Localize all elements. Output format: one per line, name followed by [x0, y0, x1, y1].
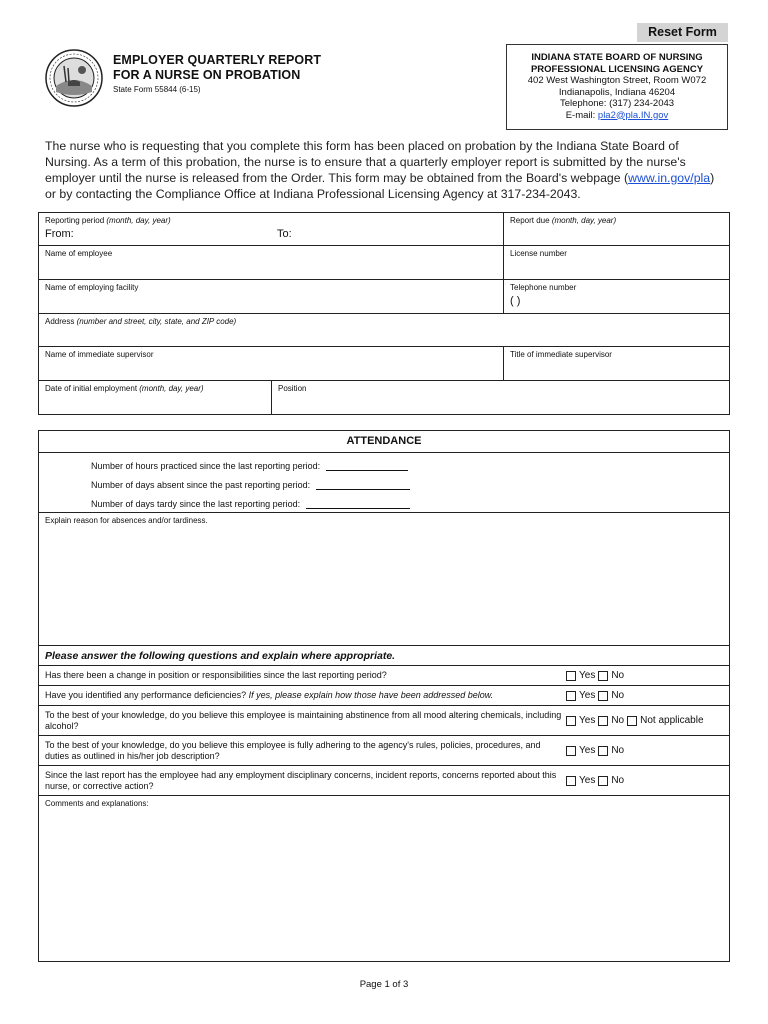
- q4-yes-option[interactable]: [566, 745, 595, 756]
- questions-heading: Please answer the following questions and explain where appropriate.: [39, 646, 729, 666]
- q3-yes-option[interactable]: [566, 715, 595, 726]
- q5-yes-option[interactable]: [566, 775, 595, 786]
- license-number-label: License number: [510, 249, 567, 258]
- supervisor-title-label: Title of immediate supervisor: [510, 350, 612, 359]
- q2-no-option[interactable]: [598, 690, 624, 701]
- position-label: Position: [278, 384, 307, 393]
- q3-not-applicable-checkbox[interactable]: [627, 716, 637, 726]
- intro-text-2: ) or by contacting the Compliance Office at Indiana Professional Licensing Agency at 317-234-2043.: [45, 171, 715, 201]
- agency-address2: Indianapolis, Indiana 46204: [558, 86, 676, 98]
- pla-webpage-link[interactable]: www.in.gov/pla: [628, 171, 711, 185]
- q1-no-option[interactable]: [598, 670, 624, 681]
- from-label: From:: [45, 228, 74, 240]
- days-absent-input[interactable]: [316, 481, 410, 490]
- q4-no-checkbox[interactable]: [598, 746, 608, 756]
- supervisor-name-label: Name of immediate supervisor: [45, 350, 154, 359]
- agency-board-name: INDIANA STATE BOARD OF NURSING: [531, 52, 703, 63]
- no-label: No: [611, 670, 625, 681]
- question-5-text: Since the last report has the employee had any employment disciplinary concerns, incident reports, concerns reported about this nurse, or corrective action?: [45, 769, 557, 791]
- initial-employment-label: Date of initial employment: [45, 384, 140, 393]
- address-label: Address: [45, 317, 77, 326]
- license-number-field[interactable]: [503, 246, 729, 279]
- supervisor-name-field[interactable]: [39, 347, 503, 380]
- employee-name-label: Name of employee: [45, 249, 113, 258]
- comments-label: Comments and explanations:: [45, 799, 149, 808]
- address-row: [39, 314, 729, 347]
- form-title-line1: EMPLOYER QUARTERLY REPORT: [113, 53, 322, 67]
- q3-not-applicable-option[interactable]: [627, 715, 703, 726]
- days-tardy-label: Number of days tardy since the last reporting period:: [91, 499, 301, 509]
- reporting-period-field[interactable]: [39, 213, 503, 245]
- no-label: No: [611, 690, 625, 701]
- phone-area-code-parens: ( ): [510, 295, 521, 307]
- supervisor-row: [39, 347, 729, 381]
- days-tardy-input[interactable]: [306, 500, 410, 509]
- absence-explanation-label: Explain reason for absences and/or tardiness.: [45, 516, 208, 525]
- employee-info-table: [38, 212, 730, 415]
- attendance-heading: ATTENDANCE: [39, 431, 729, 453]
- employee-name-field[interactable]: [39, 246, 503, 279]
- q5-yes-checkbox[interactable]: [566, 776, 576, 786]
- intro-paragraph: [45, 138, 725, 202]
- question-4-text: To the best of your knowledge, do you believe this employee is fully adhering to the agency's rules, policies, procedures, and duties as outlined in his/her job description?: [45, 739, 541, 761]
- yes-label: Yes: [579, 775, 596, 786]
- page-number: Page 1 of 3: [359, 979, 409, 990]
- attendance-counts: [39, 453, 729, 513]
- employee-row: [39, 246, 729, 280]
- yes-label: Yes: [579, 670, 596, 681]
- reset-form-button[interactable]: Reset Form: [637, 23, 728, 42]
- days-tardy-line: [91, 499, 410, 509]
- hours-practiced-input[interactable]: [326, 462, 408, 471]
- question-row: [39, 686, 729, 706]
- agency-email-link[interactable]: pla2@pla.IN.gov: [597, 109, 669, 121]
- report-due-field[interactable]: [503, 213, 729, 245]
- initial-employment-hint: (month, day, year): [139, 384, 204, 393]
- agency-name: PROFESSIONAL LICENSING AGENCY: [530, 63, 704, 75]
- indiana-state-seal-icon: [44, 48, 104, 108]
- facility-name-field[interactable]: [39, 280, 503, 313]
- q1-yes-option[interactable]: [566, 670, 595, 681]
- facility-name-label: Name of employing facility: [45, 283, 139, 292]
- question-3-text: To the best of your knowledge, do you believe this employee is maintaining abstinence from all mood altering chemicals, including alcohol?: [45, 709, 562, 731]
- facility-row: [39, 280, 729, 314]
- report-due-hint: (month, day, year): [551, 216, 617, 225]
- attendance-section: [38, 430, 730, 962]
- q5-no-checkbox[interactable]: [598, 776, 608, 786]
- question-row: [39, 706, 729, 736]
- question-row: [39, 666, 729, 686]
- agency-email-line: [507, 110, 727, 122]
- supervisor-title-field[interactable]: [503, 347, 729, 380]
- no-label: No: [611, 715, 625, 726]
- hours-practiced-label: Number of hours practiced since the last reporting period:: [91, 461, 321, 471]
- q2-no-checkbox[interactable]: [598, 691, 608, 701]
- q3-no-option[interactable]: [598, 715, 624, 726]
- reporting-period-row: [39, 213, 729, 246]
- employment-row: [39, 381, 729, 415]
- question-row: [39, 736, 729, 766]
- no-label: No: [611, 775, 625, 786]
- question-row: [39, 766, 729, 796]
- days-absent-label: Number of days absent since the past reporting period:: [91, 480, 311, 490]
- agency-contact-box: [506, 44, 728, 130]
- q3-no-checkbox[interactable]: [598, 716, 608, 726]
- question-2-text: [39, 690, 566, 701]
- position-field[interactable]: [271, 381, 729, 414]
- telephone-number-label: Telephone number: [510, 283, 577, 292]
- address-hint: (number and street, city, state, and ZIP code): [76, 317, 237, 326]
- q5-no-option[interactable]: [598, 775, 624, 786]
- report-due-label: Report due: [510, 216, 552, 225]
- not-applicable-label: Not applicable: [640, 715, 704, 726]
- address-field[interactable]: [39, 314, 729, 346]
- form-title-line2: FOR A NURSE ON PROBATION: [113, 68, 301, 82]
- yes-label: Yes: [579, 715, 596, 726]
- q4-yes-checkbox[interactable]: [566, 746, 576, 756]
- telephone-number-field[interactable]: [503, 280, 729, 313]
- to-label: To:: [277, 228, 292, 240]
- q2-yes-checkbox[interactable]: [566, 691, 576, 701]
- question-2-hint: If yes, please explain how those have been addressed below.: [248, 690, 494, 700]
- q3-yes-checkbox[interactable]: [566, 716, 576, 726]
- reporting-period-label: Reporting period: [45, 216, 107, 225]
- reporting-period-hint: (month, day, year): [106, 216, 171, 225]
- state-form-number: State Form 55844 (6-15): [113, 85, 201, 94]
- q4-no-option[interactable]: [598, 745, 624, 756]
- yes-label: Yes: [579, 690, 596, 701]
- agency-telephone: Telephone: (317) 234-2043: [559, 98, 675, 109]
- question-2-label: Have you identified any performance deficiencies?: [45, 690, 249, 700]
- q1-yes-checkbox[interactable]: [566, 671, 576, 681]
- initial-employment-field[interactable]: [39, 381, 271, 414]
- agency-address1: 402 West Washington Street, Room W072: [527, 75, 707, 86]
- intro-text-1: The nurse who is requesting that you complete this form has been placed on probation by the Indiana State Board of Nursing. As a term of this probation, the nurse is to ensure that a quarterly employer report is submitted by the nurse's employer until the nurse is released from the Order. This form may be obtained from the Board's webpage (: [45, 139, 686, 185]
- question-1-text: Has there been a change in position or responsibilities since the last reporting period?: [45, 670, 387, 680]
- no-label: No: [611, 745, 625, 756]
- q2-yes-option[interactable]: [566, 690, 595, 701]
- yes-label: Yes: [579, 745, 596, 756]
- days-absent-line: [91, 480, 410, 490]
- email-label: E-mail:: [565, 109, 598, 121]
- form-title-block: [113, 53, 321, 94]
- comments-field[interactable]: [39, 796, 729, 808]
- hours-practiced-line: [91, 461, 408, 471]
- absence-explanation-field[interactable]: [39, 513, 729, 646]
- q1-no-checkbox[interactable]: [598, 671, 608, 681]
